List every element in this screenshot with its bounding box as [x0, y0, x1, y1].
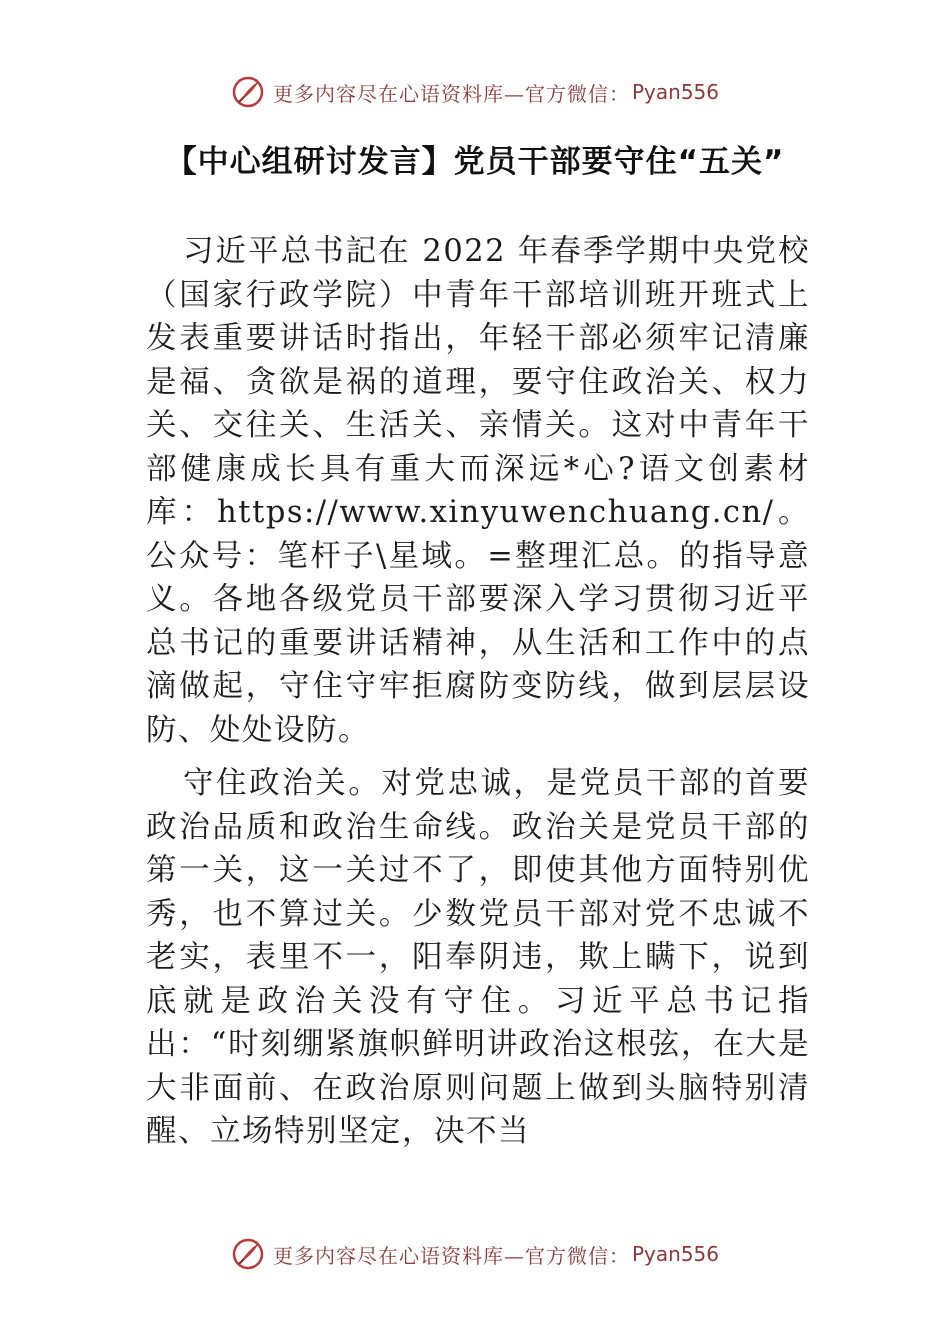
footer-watermark: [0, 1232, 950, 1276]
paragraph-political-pass: 守住政治关。对党忠诚，是党员干部的首要政治品质和政治生命线。政治关是党员干部的第一关，这一关过不了，即使其他方面特别优秀，也不算过关。少数党员干部对党不忠诚不老实，表里不一，阳奉阴违，欺上瞒下，说到底就是政治关没有守住。习近平总书记指出：“时刻绷紧旗帜鲜明讲政治这根弦，在大是大非面前、在政治原则问题上做到头脑特别清醒、立场特别坚定，决不当: [146, 766, 810, 1149]
header-watermark: [0, 70, 950, 114]
document-body: [146, 230, 810, 1164]
watermark-wechat-id: Pyan556: [631, 80, 719, 104]
watermark-text: 更多内容尽在心语资料库—官方微信：: [272, 1243, 630, 1268]
document-title: 【中心组研讨发言】党员干部要守住“五关”: [165, 144, 785, 180]
watermark-wechat-id: Pyan556: [631, 1242, 719, 1266]
paragraph-intro: 习近平总书記在 2022 年春季学期中央党校（国家行政学院）中青年干部培训班开班式上发表重要讲话时指出，年轻干部必须牢记清廉是福、贪欲是祸的道理，要守住政治关、权力关、交往关、生活关、亲情关。这对中青年干部健康成长具有重大而深远*心?语文创素材库：https://www.xinyuwenchuang.cn/。公众号：笔杆子\星域。=整理汇总。的指导意义。各地各级党员干部要深入学习贯彻习近平总书记的重要讲话精神，从生活和工作中的点滴做起，守住守牢拒腐防变防线，做到层层设防、处处设防。: [146, 234, 810, 748]
quill-logo-icon: [231, 75, 265, 109]
watermark-text: 更多内容尽在心语资料库—官方微信：: [272, 81, 630, 106]
quill-logo-icon: [231, 1237, 265, 1271]
